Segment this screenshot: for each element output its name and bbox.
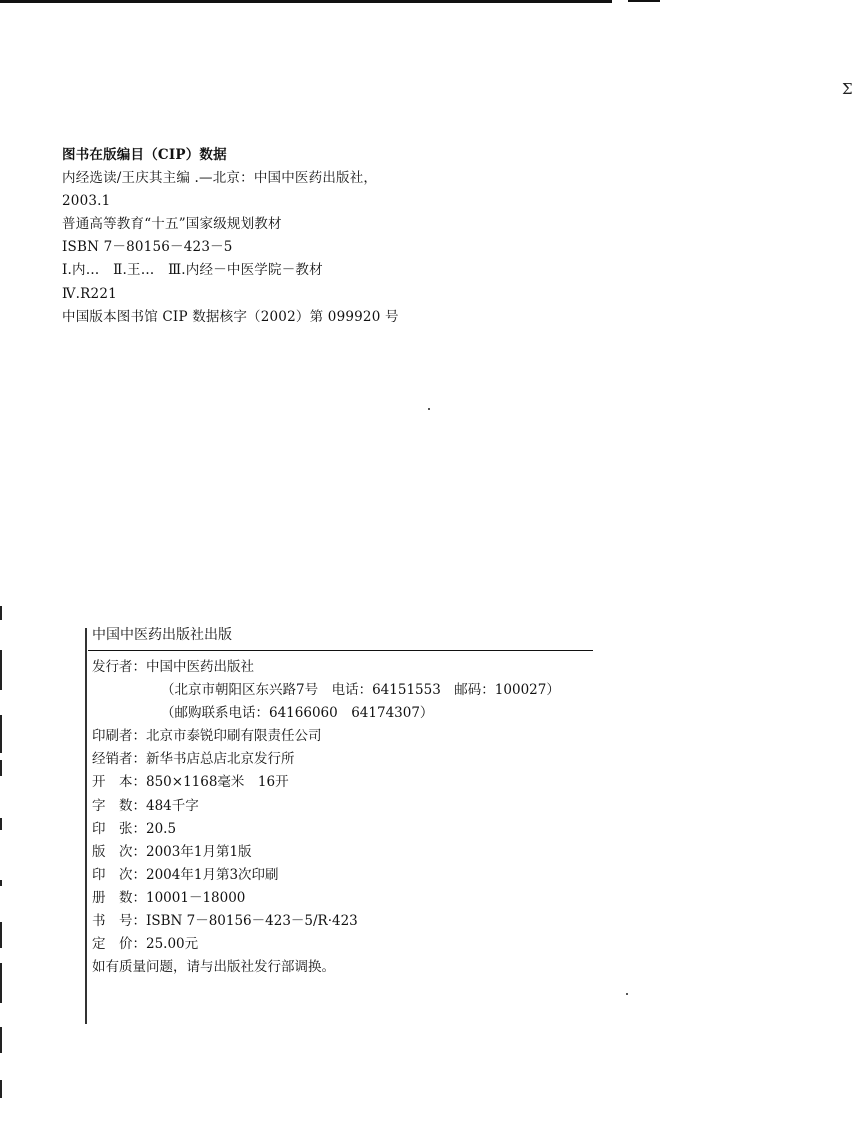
format-value: 850×1168毫米 16开 [146,774,289,791]
margin-tick [0,818,2,830]
scan-speck [626,993,628,995]
cip-line-subjects: Ⅰ.内… Ⅱ.王… Ⅲ.内经－中医学院－教材 [62,262,323,279]
words-row [88,795,608,818]
cip-data-block [62,144,622,329]
distributor-label: 发行者： [92,659,146,675]
margin-tick [0,606,2,620]
printing-label: 印 次： [92,866,146,883]
cip-line-record-number: 中国版本图书馆 CIP 数据核字（2002）第 099920 号 [62,308,399,325]
words-label: 字 数： [92,797,146,814]
margin-tick [0,650,2,690]
printer-label: 印刷者： [92,728,146,745]
sheets-value: 20.5 [146,820,177,837]
isbn-row [88,910,608,933]
printing-value: 2004年1月第3次印刷 [146,866,279,883]
distributor-row [88,656,608,679]
printer-value: 北京市泰锐印刷有限责任公司 [146,728,322,745]
distributor-value: 中国中医药出版社 [146,659,254,675]
cip-heading: 图书在版编目（CIP）数据 [62,147,227,163]
seller-label: 经销者： [92,751,146,768]
cip-line-isbn: ISBN 7－80156－423－5 [62,239,233,256]
margin-tick [0,880,2,886]
scan-speck [428,408,430,410]
margin-tick [0,760,2,776]
format-row [88,771,608,794]
copies-row [88,887,608,910]
price-label: 定 价： [92,936,146,953]
edition-label: 版 次： [92,843,146,860]
cip-line-series: 普通高等教育“十五”国家级规划教材 [62,216,282,233]
cip-line-date: 2003.1 [62,193,111,210]
sheets-row [88,818,608,841]
quality-notice: 如有质量问题，请与出版社发行部调换。 [92,959,335,976]
price-value: 25.00元 [146,936,199,953]
printing-row [88,864,608,887]
publisher-line: 中国中医药出版社出版 [92,627,232,643]
cip-line-classification: Ⅳ.R221 [62,285,117,302]
mail-order-row: （邮购联系电话：64166060 64174307） [161,705,434,722]
margin-tick [0,922,2,948]
address-row: （北京市朝阳区东兴路7号 电话：64151553 邮码：100027） [161,682,560,699]
margin-tick [0,1027,2,1053]
seller-row [88,748,608,771]
isbn-value: ISBN 7－80156－423－5/R·423 [146,913,358,930]
colophon-block [88,624,608,979]
isbn-label: 书 号： [92,913,146,930]
margin-tick [0,715,2,753]
words-value: 484千字 [146,797,199,814]
format-label: 开 本： [92,774,146,791]
seller-value: 新华书店总店北京发行所 [146,751,295,768]
sheets-label: 印 张： [92,820,146,837]
colophon-vertical-rule [85,628,87,1024]
price-row [88,933,608,956]
printer-row [88,725,608,748]
edge-glyph: Ʃ [842,80,853,98]
top-rule-short [628,0,660,2]
margin-tick [0,1080,2,1098]
edition-row [88,841,608,864]
copies-value: 10001－18000 [146,889,246,906]
colophon-divider [88,650,593,651]
copies-label: 册 数： [92,889,146,906]
margin-tick [0,963,2,1003]
edition-value: 2003年1月第1版 [146,843,252,860]
top-rule [0,0,612,3]
cip-line-title: 内经选读/王庆其主编 .—北京：中国中医药出版社， [62,170,378,187]
